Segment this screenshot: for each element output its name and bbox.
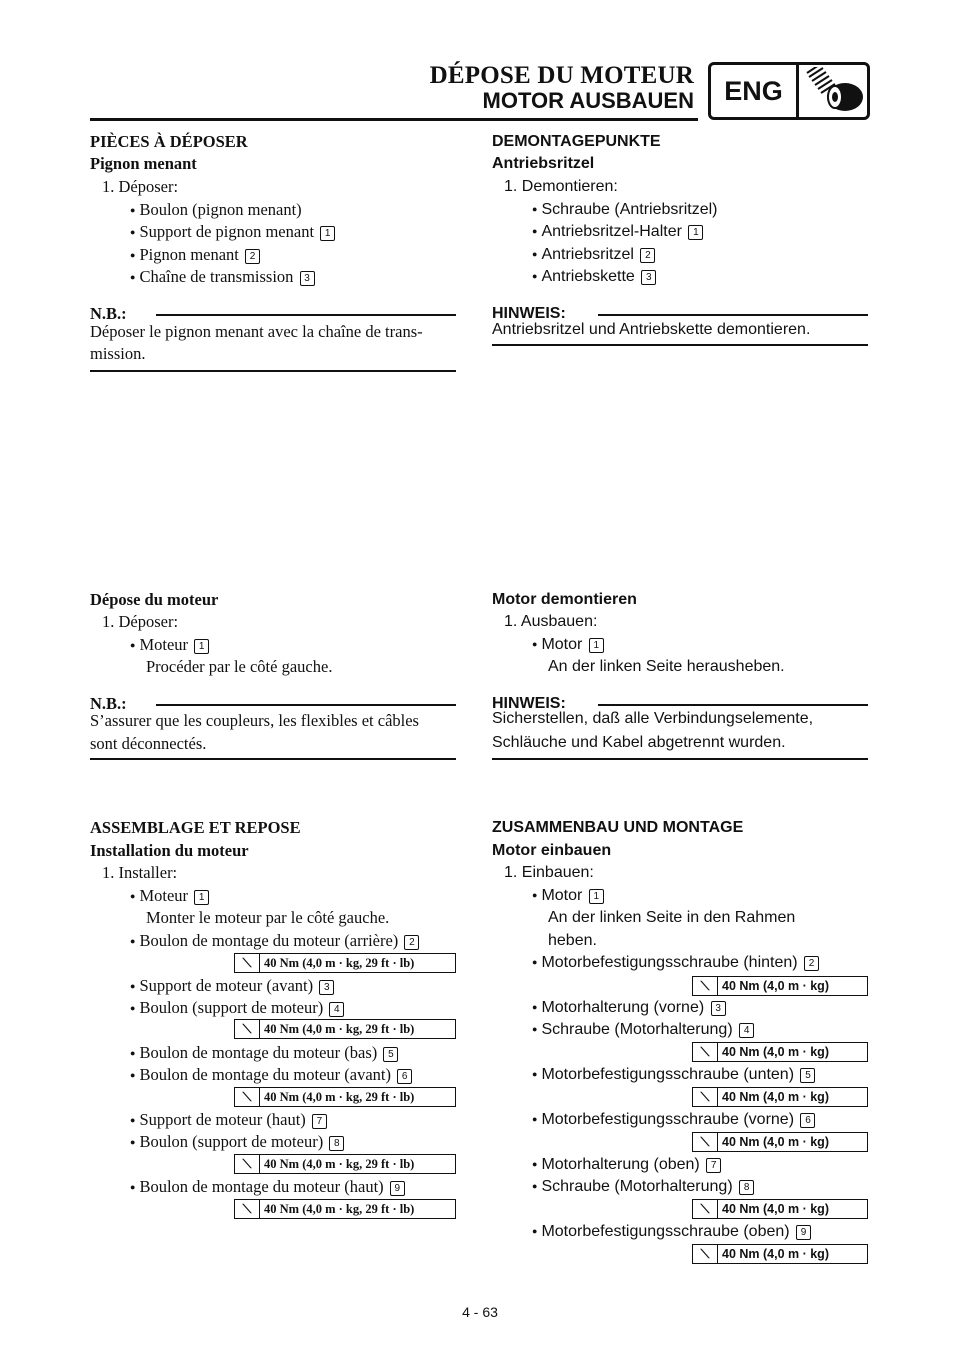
callout-2: 2 [640,248,655,263]
torque-wrench-icon: ⟍ [235,1200,260,1218]
fr-torque-spec: ⟍ 40 Nm (4,0 m · kg, 29 ft · lb) [234,1019,456,1039]
fr-item-1: ● Boulon (pignon menant) [130,200,302,222]
fr-install-item-3: ● Support de moteur (avant) 3 [130,976,334,998]
fr-install-item-4: ● Boulon (support de moteur) 4 [130,998,344,1020]
de-hinweis-1-label: HINWEIS: [492,305,566,322]
callout-1: 1 [688,225,703,240]
fr-item-3: ● Pignon menant 2 [130,245,260,267]
callout-2: 2 [404,935,419,950]
callout-6: 6 [397,1069,412,1084]
callout-1: 1 [194,639,209,654]
de-install-item-2: ● Motorbefestigungsschraube (hinten) 2 [532,953,819,974]
callout-8: 8 [329,1136,344,1151]
callout-3: 3 [319,980,334,995]
fr-nb-1-rule [156,314,456,316]
fr-install-item-5: ● Boulon de montage du moteur (bas) 5 [130,1043,398,1065]
de-engine-note: An der linken Seite herausheben. [548,658,785,675]
column-german [492,0,868,1300]
fr-install-item-9: ● Boulon de montage du moteur (haut) 9 [130,1177,405,1199]
page-number: 4 - 63 [462,1304,498,1320]
callout-8: 8 [739,1180,754,1195]
fr-pinion-heading: Pignon menant [90,154,197,173]
torque-wrench-icon: ⟍ [235,954,260,972]
callout-7: 7 [312,1114,327,1129]
de-torque-spec: ⟍ 40 Nm (4,0 m · kg) [692,1199,868,1219]
callout-4: 4 [739,1023,754,1038]
callout-1: 1 [589,889,604,904]
de-torque-spec: ⟍ 40 Nm (4,0 m · kg) [692,976,868,996]
torque-wrench-icon: ⟍ [693,1245,718,1263]
de-torque-spec: ⟍ 40 Nm (4,0 m · kg) [692,1087,868,1107]
de-hinweis-2-label: HINWEIS: [492,695,566,712]
fr-nb-1-end-rule [90,370,456,372]
de-install-heading: Motor einbauen [492,842,612,859]
de-torque-spec: ⟍ 40 Nm (4,0 m · kg) [692,1042,868,1062]
de-item-4: ● Antriebskette 3 [532,267,656,288]
fr-nb-2-rule [156,704,456,706]
callout-9: 9 [796,1225,811,1240]
de-hinweis-2-rule [598,704,868,706]
de-torque-spec: ⟍ 40 Nm (4,0 m · kg) [692,1244,868,1264]
de-assembly-heading: ZUSAMMENBAU UND MONTAGE [492,819,744,836]
callout-3: 3 [300,271,315,286]
torque-wrench-icon: ⟍ [235,1155,260,1173]
fr-item-2: ● Support de pignon menant 1 [130,222,335,244]
torque-wrench-icon: ⟍ [693,1133,718,1151]
fr-nb-2-text-line2: sont déconnectés. [90,734,207,753]
fr-nb-1-text-line1: Déposer le pignon menant avec la chaîne de trans- [90,322,423,341]
de-install-item-6: ● Motorbefestigungsschraube (vorne) 6 [532,1110,815,1131]
de-item-2: ● Antriebsritzel-Halter 1 [532,222,703,243]
de-pinion-heading: Antriebsritzel [492,155,595,172]
fr-torque-spec: ⟍ 40 Nm (4,0 m · kg, 29 ft · lb) [234,1154,456,1174]
fr-engine-item: ● Moteur 1 [130,635,209,657]
fr-install-item-1: ● Moteur 1 [130,886,209,908]
de-hinweis-1-rule [598,314,868,316]
de-install-item-4: ● Schraube (Motorhalterung) 4 [532,1020,754,1041]
fr-step-3: 1. Installer: [102,863,178,882]
fr-step-2: 1. Déposer: [102,612,179,631]
de-hinweis-2-end-rule [492,758,868,760]
de-parts-heading: DEMONTAGEPUNKTE [492,133,661,150]
de-install-note-line2: heben. [548,932,597,949]
torque-wrench-icon: ⟍ [693,1088,718,1106]
section-label: ENG [711,65,799,117]
torque-wrench-icon: ⟍ [235,1020,260,1038]
callout-3: 3 [711,1001,726,1016]
fr-torque-spec: ⟍ 40 Nm (4,0 m · kg, 29 ft · lb) [234,1199,456,1219]
fr-nb-1-label: N.B.: [90,304,127,323]
callout-5: 5 [383,1047,398,1062]
de-install-item-5: ● Motorbefestigungsschraube (unten) 5 [532,1065,815,1086]
de-install-item-1: ● Motor 1 [532,886,604,907]
fr-assembly-heading: ASSEMBLAGE ET REPOSE [90,818,301,837]
de-hinweis-2-text-line1: Sicherstellen, daß alle Verbindungselemente, [492,710,814,727]
callout-7: 7 [706,1158,721,1173]
fr-torque-spec: ⟍ 40 Nm (4,0 m · kg, 29 ft · lb) [234,1087,456,1107]
de-step-1: 1. Demontieren: [504,178,618,195]
de-install-item-8: ● Schraube (Motorhalterung) 8 [532,1177,754,1198]
fr-nb-2-end-rule [90,758,456,760]
torque-wrench-icon: ⟍ [693,1043,718,1061]
fr-engine-note: Procéder par le côté gauche. [146,657,333,676]
callout-1: 1 [194,890,209,905]
callout-1: 1 [589,638,604,653]
callout-2: 2 [804,956,819,971]
fr-nb-2-text-line1: S’assurer que les coupleurs, les flexibles et câbles [90,711,419,730]
de-item-3: ● Antriebsritzel 2 [532,245,655,266]
callout-5: 5 [800,1068,815,1083]
callout-9: 9 [390,1181,405,1196]
header-title-de: MOTOR AUSBAUEN [482,88,694,113]
fr-step-1: 1. Déposer: [102,177,179,196]
callout-6: 6 [800,1113,815,1128]
de-hinweis-1-end-rule [492,344,868,346]
column-french [90,0,456,1300]
header-title-fr: DÉPOSE DU MOTEUR [429,62,694,89]
torque-wrench-icon: ⟍ [235,1088,260,1106]
callout-4: 4 [329,1002,344,1017]
callout-2: 2 [245,249,260,264]
torque-wrench-icon: ⟍ [693,1200,718,1218]
de-engine-item: ● Motor 1 [532,635,604,656]
fr-engine-heading: Dépose du moteur [90,590,219,609]
callout-3: 3 [641,270,656,285]
fr-nb-1-text-line2: mission. [90,344,146,363]
de-item-1: ● Schraube (Antriebsritzel) [532,200,718,221]
de-hinweis-2-text-line2: Schläuche und Kabel abgetrennt wurden. [492,734,786,751]
callout-1: 1 [320,226,335,241]
fr-nb-2-label: N.B.: [90,694,127,713]
fr-parts-heading: PIÈCES À DÉPOSER [90,132,248,151]
fr-install-heading: Installation du moteur [90,841,249,860]
de-install-item-3: ● Motorhalterung (vorne) 3 [532,998,726,1019]
de-step-2: 1. Ausbauen: [504,613,598,630]
fr-install-item-7: ● Support de moteur (haut) 7 [130,1110,327,1132]
fr-install-item-6: ● Boulon de montage du moteur (avant) 6 [130,1065,412,1087]
de-install-item-9: ● Motorbefestigungsschraube (oben) 9 [532,1222,811,1243]
fr-install-item-2: ● Boulon de montage du moteur (arrière) 2 [130,931,419,953]
fr-install-item-8: ● Boulon (support de moteur) 8 [130,1132,344,1154]
de-torque-spec: ⟍ 40 Nm (4,0 m · kg) [692,1132,868,1152]
de-engine-heading: Motor demontieren [492,591,637,608]
fr-torque-spec: ⟍ 40 Nm (4,0 m · kg, 29 ft · lb) [234,953,456,973]
fr-install-note: Monter le moteur par le côté gauche. [146,908,390,927]
de-hinweis-1-text: Antriebsritzel und Antriebskette demontieren. [492,321,811,338]
torque-wrench-icon: ⟍ [693,977,718,995]
fr-item-4: ● Chaîne de transmission 3 [130,267,315,289]
de-step-3: 1. Einbauen: [504,864,594,881]
de-install-note-line1: An der linken Seite in den Rahmen [548,909,796,926]
de-install-item-7: ● Motorhalterung (oben) 7 [532,1155,721,1176]
